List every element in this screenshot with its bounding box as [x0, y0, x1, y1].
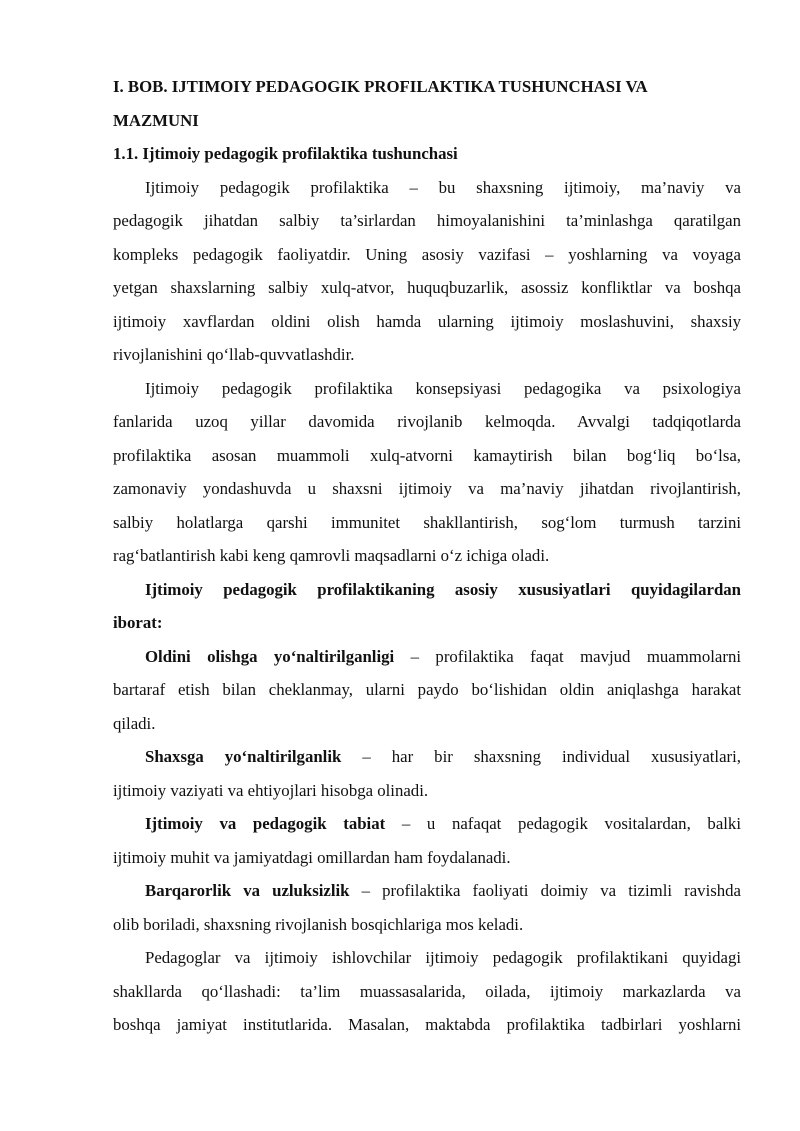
- feature-line: ijtimoiy vaziyati va ehtiyojlari hisobga olinadi.: [113, 780, 429, 800]
- paragraph-line: profilaktika asosan muammoli xulq-atvorni kamaytirish bilan bog‘liq bo‘lsa,: [113, 445, 741, 465]
- feature-item-4: [113, 874, 741, 941]
- feature-item-1: [113, 640, 741, 741]
- paragraph-line: rag‘batlantirish kabi keng qamrovli maqsadlarni o‘z ichiga oladi.: [113, 546, 550, 565]
- chapter-title-line-1: I. BOB. IJTIMOIY PEDAGOGIK PROFILAKTIKA TUSHUNCHASI VA: [113, 77, 648, 96]
- feature-line: [113, 640, 741, 674]
- document-page: [113, 70, 741, 1042]
- section-title: 1.1. Ijtimoiy pedagogik profilaktika tushunchasi: [113, 144, 458, 163]
- paragraph-line: yetgan shaxslarning salbiy xulq-atvor, huquqbuzarlik, asossiz konfliktlar va boshqa: [113, 278, 741, 297]
- feature-term: Barqarorlik va uzluksizlik: [145, 881, 350, 900]
- feature-term: Oldini olishga yo‘naltirilganligi: [145, 646, 395, 666]
- chapter-title-line-2: MAZMUNI: [113, 110, 199, 130]
- feature-text: – har bir shaxsning individual xususiyatlari,: [341, 747, 741, 766]
- feature-text: – profilaktika faqat mavjud muammolarni: [394, 646, 741, 666]
- feature-text: – profilaktika faoliyati doimiy va tizimli ravishda: [349, 881, 741, 900]
- feature-line: [113, 874, 741, 908]
- paragraph-line: kompleks pedagogik faoliyatdir. Uning asosiy vazifasi – yoshlarning va voyaga: [113, 244, 741, 264]
- feature-term: Ijtimoiy va pedagogik tabiat: [145, 814, 386, 833]
- paragraph-line: pedagogik jihatdan salbiy ta’sirlardan himoyalanishini ta’minlashga qaratilgan: [113, 211, 741, 230]
- feature-text: – u nafaqat pedagogik vositalardan, balki: [385, 814, 741, 833]
- paragraph-1: [113, 171, 741, 372]
- paragraph-line: boshqa jamiyat institutlarida. Masalan, maktabda profilaktika tadbirlari yoshlarni: [113, 1015, 741, 1034]
- feature-line: ijtimoiy muhit va jamiyatdagi omillardan ham foydalanadi.: [113, 847, 511, 867]
- paragraph-line: ijtimoiy xavflardan oldini olish hamda ularning ijtimoiy moslashuvini, shaxsiy: [113, 311, 741, 331]
- paragraph-2: [113, 372, 741, 573]
- features-heading-line: Ijtimoiy pedagogik profilaktikaning asosiy xususiyatlari quyidagilardan: [145, 579, 741, 599]
- feature-line: [113, 807, 741, 841]
- paragraph-line: Ijtimoiy pedagogik profilaktika konsepsiyasi pedagogika va psixologiya: [145, 378, 741, 398]
- feature-item-2: [113, 740, 741, 807]
- paragraph-line: Ijtimoiy pedagogik profilaktika – bu shaxsning ijtimoiy, ma’naviy va: [145, 177, 741, 197]
- paragraph-3: [113, 941, 741, 1042]
- feature-line: [113, 740, 741, 774]
- paragraph-line: Pedagoglar va ijtimoiy ishlovchilar ijtimoiy pedagogik profilaktikani quyidagi: [145, 948, 741, 967]
- features-heading-line: iborat:: [113, 613, 163, 632]
- paragraph-line: shakllarda qo‘llashadi: ta’lim muassasalarida, oilada, ijtimoiy markazlarda va: [113, 981, 741, 1001]
- feature-line: olib boriladi, shaxsning rivojlanish bosqichlariga mos keladi.: [113, 914, 524, 934]
- feature-item-3: [113, 807, 741, 874]
- paragraph-line: salbiy holatlarga qarshi immunitet shakllantirish, sog‘lom turmush tarzini: [113, 512, 741, 532]
- paragraph-line: fanlarida uzoq yillar davomida rivojlanib kelmoqda. Avvalgi tadqiqotlarda: [113, 412, 741, 431]
- feature-line: bartaraf etish bilan cheklanmay, ularni paydo bo‘lishidan oldin aniqlashga harakat: [113, 680, 741, 699]
- paragraph-line: rivojlanishini qo‘llab-quvvatlashdir.: [113, 345, 355, 364]
- feature-line: qiladi.: [113, 713, 156, 733]
- features-heading: [113, 573, 741, 640]
- feature-term: Shaxsga yo‘naltirilganlik: [145, 747, 342, 766]
- paragraph-line: zamonaviy yondashuvda u shaxsni ijtimoiy va ma’naviy jihatdan rivojlantirish,: [113, 479, 741, 498]
